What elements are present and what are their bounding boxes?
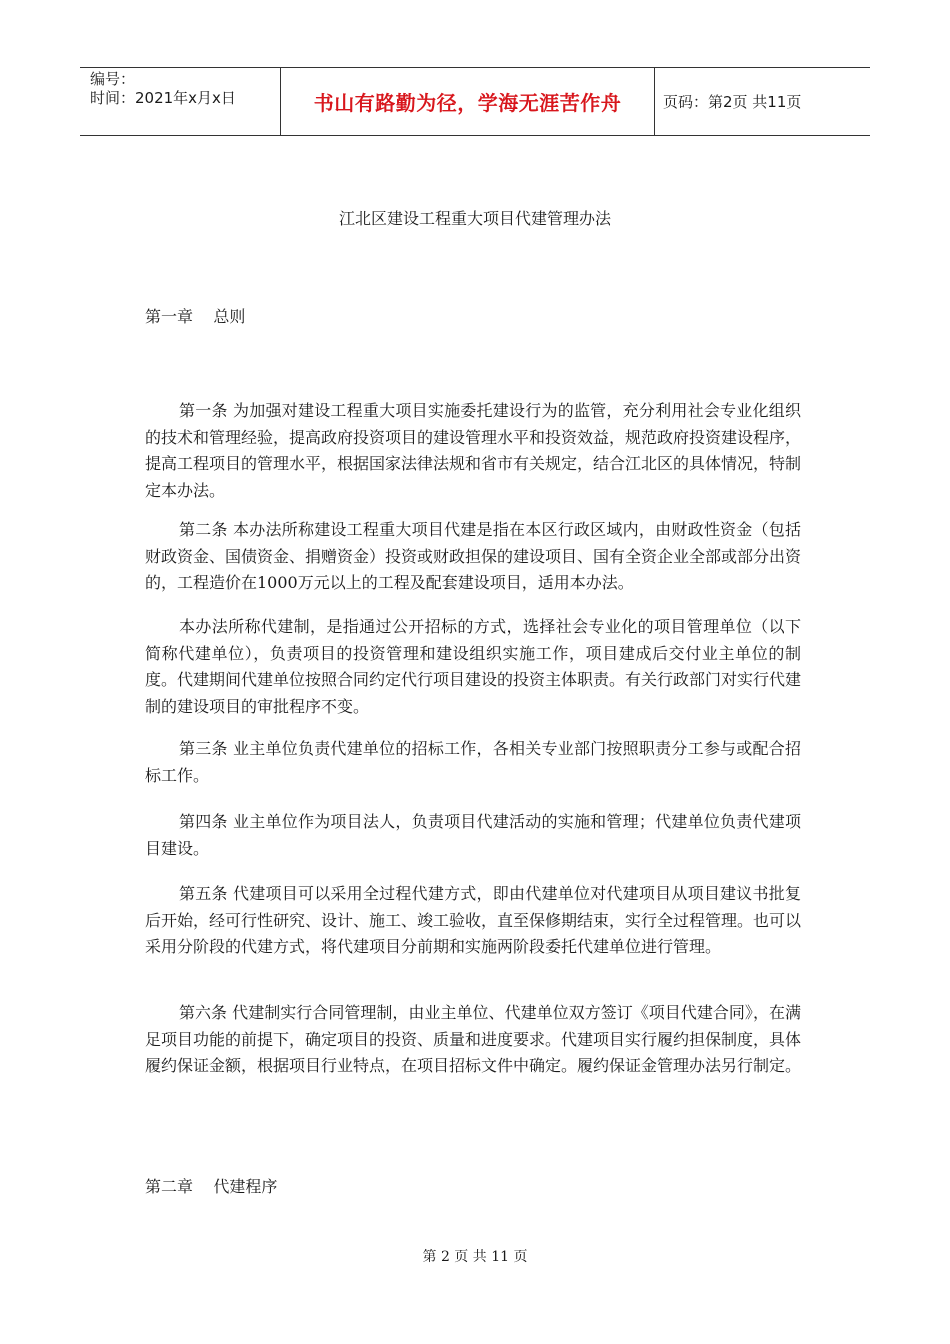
motto-text: 书山有路勤为径，学海无涯苦作舟 — [313, 91, 622, 115]
chapter-heading-2: 第二章 代建程序 — [145, 1177, 278, 1196]
page-header — [80, 67, 870, 136]
article-6: 第六条 代建制实行合同管理制，由业主单位、代建单位双方签订《项目代建合同》，在满足项目功能的前提下，确定项目的投资、质量和进度要求。代建项目实行履约担保制度，具体履约保证金额，根据项目行业特点，在项目招标文件中确定。履约保证金管理办法另行制定。 — [145, 1003, 802, 1075]
header-meta — [80, 68, 281, 135]
chapter-heading-1: 第一章 总则 — [145, 307, 246, 326]
article-1: 第一条 为加强对建设工程重大项目实施委托建设行为的监管，充分利用社会专业化组织的技术和管理经验，提高政府投资项目的建设管理水平和投资效益，规范政府投资建设程序，提高工程项目的管理水平，根据国家法律法规和省市有关规定，结合江北区的具体情况，特制定本办法。 — [145, 401, 802, 500]
article-3: 第三条 业主单位负责代建单位的招标工作，各相关专业部门按照职责分工参与或配合招标工作。 — [145, 739, 801, 785]
header-motto — [281, 68, 655, 135]
paragraph-definition: 本办法所称代建制，是指通过公开招标的方式，选择社会专业化的项目管理单位（以下简称代建单位），负责项目的投资管理和建设组织实施工作，项目建成后交付业主单位的制度。代建期间代建单位按照合同约定代行项目建设的投资主体职责。有关行政部门对实行代建制的建设项目的审批程序不变。 — [145, 617, 802, 716]
page-info-text: 页码：第2页 共11页 — [663, 93, 802, 111]
article-2: 第二条 本办法所称建设工程重大项目代建是指在本区行政区域内，由财政性资金（包括财政资金、国债资金、捐赠资金）投资或财政担保的建设项目、国有全资企业全部或部分出资的，工程造价在1000万元以上的工程及配套建设项目，适用本办法。 — [145, 520, 802, 592]
header-page-info — [655, 68, 870, 135]
article-5: 第五条 代建项目可以采用全过程代建方式，即由代建单位对代建项目从项目建议书批复后开始，经可行性研究、设计、施工、竣工验收，直至保修期结束，实行全过程管理。也可以采用分阶段的代建方式，将代建项目分前期和实施两阶段委托代建单位进行管理。 — [145, 884, 802, 956]
page-footer: 第 2 页 共 11 页 — [422, 1249, 528, 1265]
number-label: 编号： — [90, 70, 136, 88]
document-title: 江北区建设工程重大项目代建管理办法 — [338, 209, 611, 228]
article-4: 第四条 业主单位作为项目法人，负责项目代建活动的实施和管理；代建单位负责代建项目建设。 — [145, 812, 801, 858]
time-label: 时间：2021年x月x日 — [90, 89, 236, 107]
